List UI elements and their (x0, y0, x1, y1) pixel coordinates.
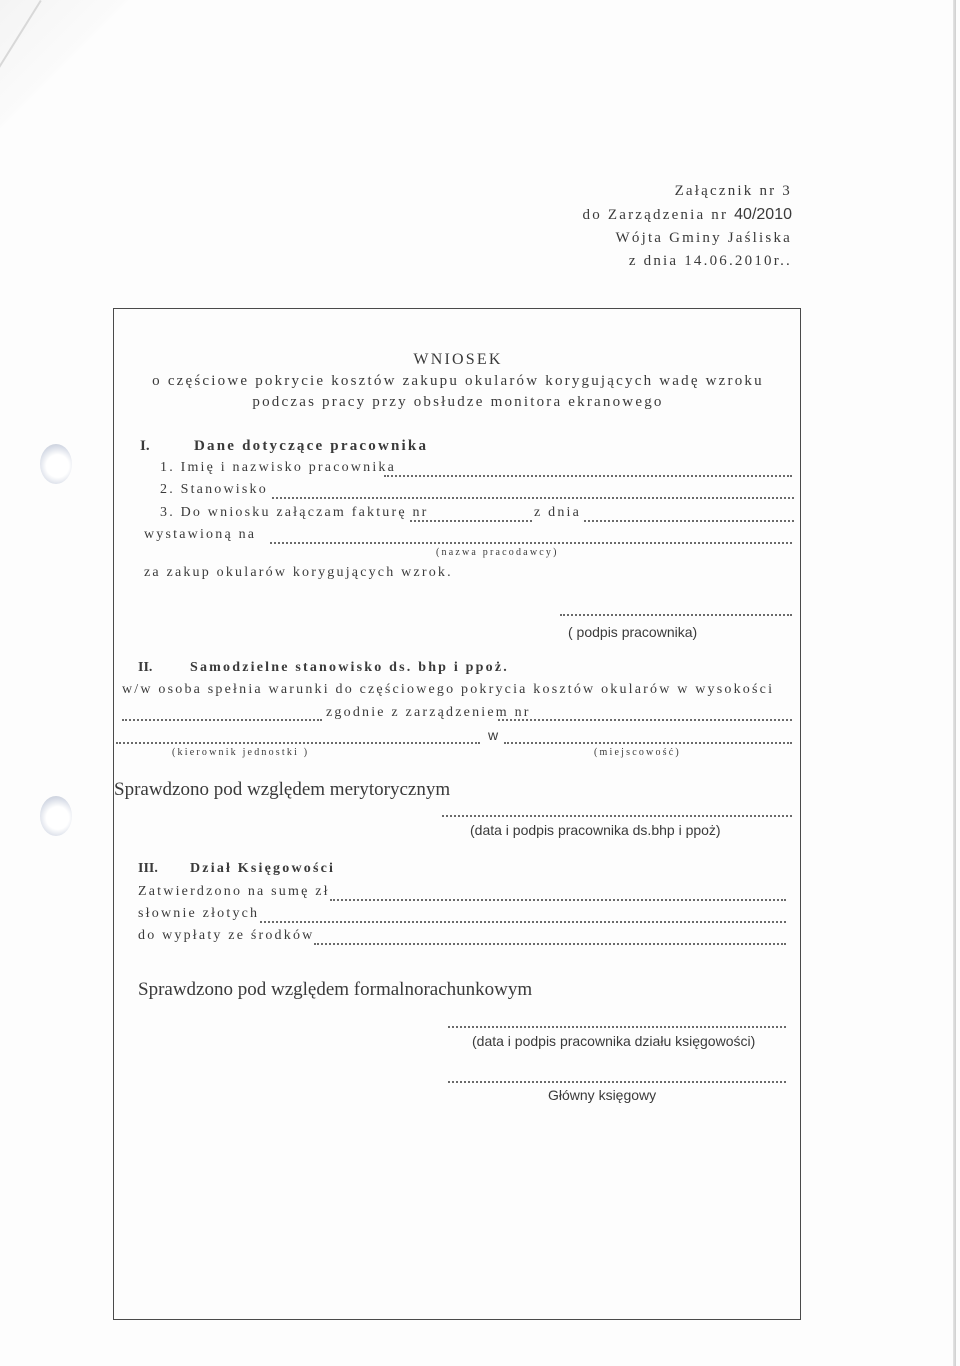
approved-sum-label: Zatwierdzono na sumę zł (138, 884, 330, 899)
amount-field[interactable] (122, 719, 322, 721)
accounting-signature-label: (data i podpis pracownika działu księgowości) (472, 1033, 756, 1049)
regulation-label: zgodnie z zarządzeniem nr (326, 705, 531, 720)
name-field[interactable] (384, 475, 792, 477)
position-label: 2. Stanowisko (160, 482, 268, 497)
bhp-signature-label: (data i podpis pracownika ds.bhp i ppoż) (470, 822, 721, 838)
name-label: 1. Imię i nazwisko pracownika (160, 460, 397, 475)
section-number: I. (140, 438, 150, 454)
eligibility-text: w/w osoba spełnia warunki do częściowego pokrycia kosztów okularów w wysokości (122, 682, 775, 697)
employer-note: (nazwa pracodawcy) (436, 547, 559, 558)
unit-head-note: (kierownik jednostki ) (172, 747, 310, 758)
date-line: z dnia 14.06.2010r.. (628, 253, 792, 269)
regulation-line (583, 203, 792, 227)
bhp-signature-field[interactable] (442, 815, 792, 817)
unit-head-field[interactable] (116, 742, 480, 744)
form-subtitle-2: podczas pracy przy obsłudze monitora ekranowego (252, 394, 664, 410)
purpose-text: za zakup okularów korygujących wzrok. (144, 565, 453, 580)
attachment-header (583, 180, 792, 273)
page-edge (953, 0, 956, 1366)
amount-in-words-label: słownie złotych (138, 906, 260, 921)
issued-to-field[interactable] (270, 542, 792, 544)
approved-sum-field[interactable] (330, 899, 786, 901)
folded-corner (0, 0, 130, 130)
punch-hole-icon (40, 796, 72, 836)
invoice-label: 3. Do wniosku załączam fakturę nr (160, 505, 429, 520)
punch-hole-icon (40, 444, 72, 484)
section-heading: Samodzielne stanowisko ds. bhp i ppoż. (190, 660, 509, 675)
chief-accountant-label: Główny księgowy (548, 1087, 657, 1103)
formal-check-label: Sprawdzono pod względem formalnorachunkowym (138, 979, 533, 1000)
issuer-line: Wójta Gminy Jaśliska (615, 230, 792, 246)
form-frame (113, 308, 801, 1320)
regulation-number: 40/2010 (734, 206, 792, 223)
regulation-number-field[interactable] (498, 719, 792, 721)
place-note: (miejscowość) (594, 747, 681, 758)
section-heading: Dane dotyczące pracownika (194, 438, 429, 454)
section-heading: Dział Księgowości (190, 861, 336, 876)
section-number: II. (138, 660, 153, 675)
place-field[interactable] (504, 742, 792, 744)
employee-signature-field[interactable] (560, 614, 792, 616)
attachment-line: Załącznik nr 3 (674, 183, 792, 199)
invoice-date-label: z dnia (534, 505, 582, 520)
chief-accountant-signature-field[interactable] (448, 1081, 786, 1083)
accounting-signature-field[interactable] (448, 1026, 786, 1028)
regulation-prefix: do Zarządzenia nr (582, 207, 735, 223)
position-field[interactable] (272, 497, 794, 499)
funds-source-field[interactable] (314, 943, 786, 945)
form-subtitle: o częściowe pokrycie kosztów zakupu okularów korygujących wadę wzroku (152, 373, 764, 389)
amount-in-words-field[interactable] (260, 921, 786, 923)
section-number: III. (138, 861, 158, 876)
funds-source-label: do wypłaty ze środków (138, 928, 315, 943)
form-title: WNIOSEK (413, 351, 503, 368)
invoice-date-field[interactable] (584, 520, 794, 522)
employee-signature-label: ( podpis pracownika) (568, 624, 698, 640)
in-label: w (488, 727, 499, 743)
invoice-number-field[interactable] (410, 520, 532, 522)
issued-to-label: wystawioną na (144, 527, 257, 542)
substantive-check-label: Sprawdzono pod względem merytorycznym (114, 779, 451, 800)
